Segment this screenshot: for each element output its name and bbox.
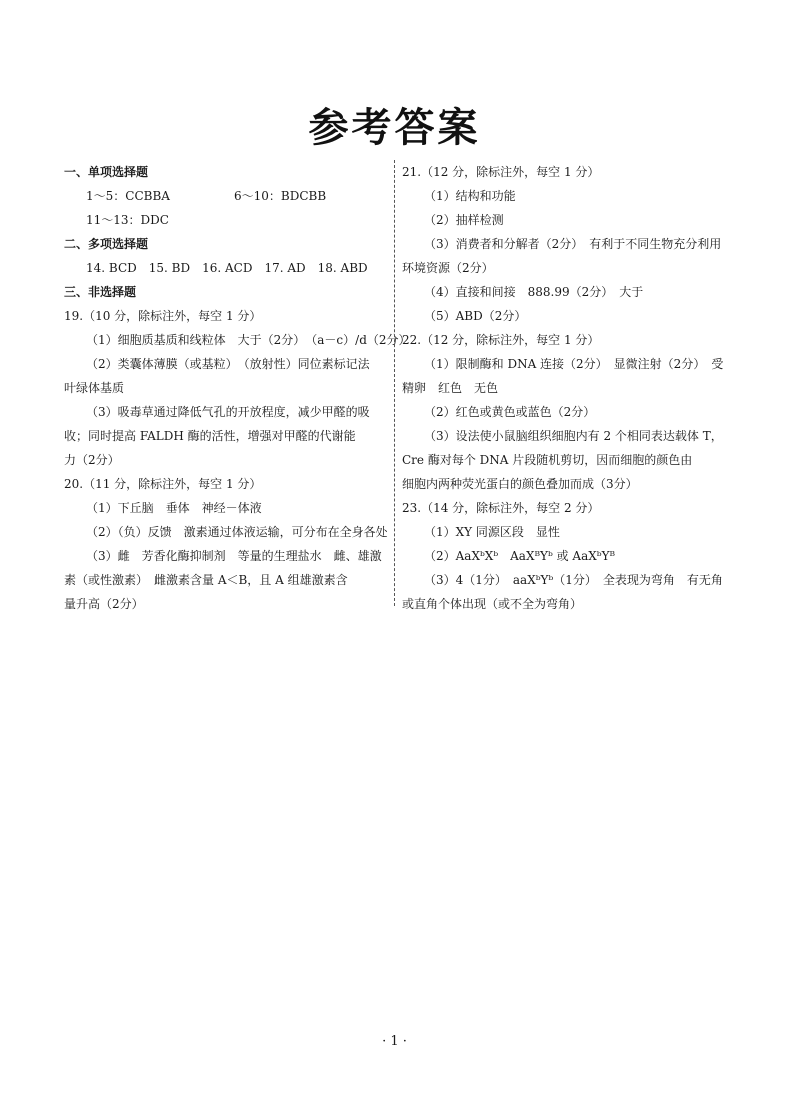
answers-14-18: 14. BCD 15. BD 16. ACD 17. AD 18. ABD	[86, 261, 368, 275]
section-heading-non-choice: 三、非选择题	[64, 285, 137, 299]
q19-answer-3-end: 力（2分）	[64, 453, 120, 467]
q22-answer-2: （2）红色或黄色或蓝色（2分）	[424, 405, 596, 419]
q22-answer-1-cont: 精卵 红色 无色	[402, 381, 499, 395]
page-title: 参考答案	[308, 105, 481, 151]
q20-heading: 20.（11 分，除标注外，每空 1 分）	[64, 477, 262, 491]
section-heading-multi-choice: 二、多项选择题	[64, 237, 149, 251]
page-number: · 1 ·	[382, 1034, 407, 1049]
q23-answer-3-cont: 或直角个体出现（或不全为弯角）	[402, 597, 583, 611]
q21-answer-1: （1）结构和功能	[424, 189, 516, 203]
right-column	[402, 160, 728, 616]
q21-heading: 21.（12 分，除标注外，每空 1 分）	[402, 165, 600, 179]
q19-answer-3: （3）吸毒草通过降低气孔的开放程度，减少甲醛的吸	[86, 405, 370, 419]
answers-11-13: 11～13：DDC	[86, 213, 169, 227]
q22-heading: 22.（12 分，除标注外，每空 1 分）	[402, 333, 600, 347]
q22-answer-3-end: 细胞内两种荧光蛋白的颜色叠加而成（3分）	[402, 477, 638, 491]
q22-answer-1: （1）限制酶和 DNA 连接（2分） 显微注射（2分） 受	[424, 357, 724, 371]
section-heading-single-choice: 一、单项选择题	[64, 165, 149, 179]
q22-answer-3: （3）设法使小鼠脑组织细胞内有 2 个相同表达载体 T，	[424, 429, 723, 443]
column-divider	[394, 160, 395, 606]
q19-answer-2-cont: 叶绿体基质	[64, 381, 125, 395]
q21-answer-5: （5）ABD（2分）	[424, 309, 527, 323]
q20-answer-1: （1）下丘脑 垂体 神经－体液	[86, 501, 262, 515]
answers-6-10: 6～10：BDCBB	[234, 189, 327, 203]
left-column	[64, 160, 411, 616]
q23-answer-2: （2）AaXᵇXᵇ AaXᴮYᵇ 或 AaXᵇYᴮ	[424, 549, 616, 563]
q21-answer-2: （2）抽样检测	[424, 213, 504, 227]
q21-answer-3-cont: 环境资源（2分）	[402, 261, 494, 275]
q21-answer-4: （4）直接和间接 888.99（2分） 大于	[424, 285, 644, 299]
q22-answer-3-cont: Cre 酶对每个 DNA 片段随机剪切，因而细胞的颜色由	[402, 453, 693, 467]
q20-answer-3: （3）雌 芳香化酶抑制剂 等量的生理盐水 雌、雄激	[86, 549, 382, 563]
q19-answer-3-cont: 收；同时提高 FALDH 酶的活性，增强对甲醛的代谢能	[64, 429, 356, 443]
answers-1-10	[64, 184, 386, 208]
q23-answer-1: （1）XY 同源区段 显性	[424, 525, 560, 539]
q21-answer-3: （3）消费者和分解者（2分） 有利于不同生物充分利用	[424, 237, 722, 251]
q23-heading: 23.（14 分，除标注外，每空 2 分）	[402, 501, 600, 515]
q19-answer-1: （1）细胞质基质和线粒体 大于（2分） （a－c）/d（2分）	[86, 333, 411, 347]
q20-answer-3-cont: 素（或性激素） 雌激素含量 A＜B，且 A 组雄激素含	[64, 573, 348, 587]
q19-heading: 19.（10 分，除标注外，每空 1 分）	[64, 309, 262, 323]
q19-answer-2: （2）类囊体薄膜（或基粒） （放射性）同位素标记法	[86, 357, 370, 371]
q20-answer-2: （2）（负）反馈 激素通过体液运输，可分布在全身各处	[86, 525, 388, 539]
q20-answer-3-end: 量升高（2分）	[64, 597, 144, 611]
answers-1-5: 1～5：CCBBA	[86, 189, 170, 203]
q23-answer-3: （3）4（1分） aaXᵇYᵇ（1分） 全表现为弯角 有无角	[424, 573, 723, 587]
